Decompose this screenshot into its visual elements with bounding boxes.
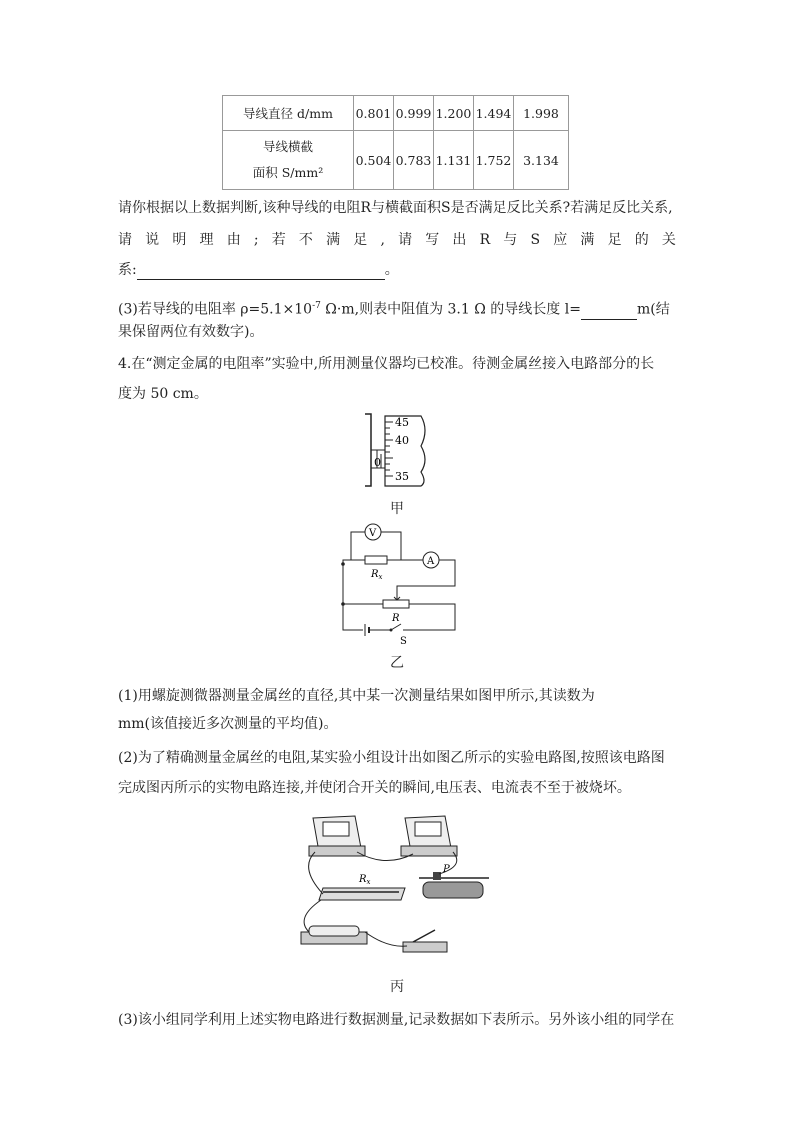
justified-char: 与 bbox=[503, 232, 518, 248]
slider-label: P bbox=[443, 864, 450, 875]
exponent: -7 bbox=[312, 301, 321, 311]
text-fragment: 系: bbox=[118, 262, 137, 278]
justified-char: 出 bbox=[452, 232, 467, 248]
table-cell: 1.494 bbox=[474, 96, 514, 131]
table-cell: 0.999 bbox=[394, 96, 434, 131]
table-row bbox=[223, 131, 569, 190]
battery-cells bbox=[309, 926, 359, 936]
micrometer-figure bbox=[355, 410, 435, 490]
question-text-line: (3)该小组同学利用上述实物电路进行数据测量,记录数据如下表所示。另外该小组的同学在 bbox=[118, 1012, 675, 1028]
question-text-line bbox=[118, 296, 678, 320]
answer-blank bbox=[581, 305, 637, 320]
junction-dot bbox=[341, 602, 345, 606]
question-text-line: 果保留两位有效数字)。 bbox=[118, 324, 264, 340]
rheostat-coil bbox=[423, 882, 483, 898]
resistor-rx-symbol bbox=[365, 556, 387, 564]
switch-lever bbox=[413, 930, 435, 942]
justified-char: 关 bbox=[661, 232, 676, 248]
question-text-line bbox=[118, 260, 678, 280]
micrometer-frame bbox=[365, 414, 371, 486]
table-header-diameter: 导线直径 d/mm bbox=[223, 96, 354, 131]
text-fragment: (3)若导线的电阻率 ρ=5.1×10 bbox=[118, 301, 313, 318]
justified-char: 不 bbox=[298, 232, 313, 248]
question-text-line: 度为 50 cm。 bbox=[118, 386, 208, 402]
circuit-diagram bbox=[335, 520, 465, 650]
ammeter-label: A bbox=[427, 556, 435, 567]
justified-char: 请 bbox=[398, 232, 413, 248]
meter-base bbox=[401, 846, 457, 856]
justified-char: 请 bbox=[118, 232, 132, 248]
voltmeter-label: V bbox=[369, 528, 377, 539]
table-header-area-line1: 导线横截 bbox=[262, 139, 313, 154]
justified-char: 足 bbox=[607, 232, 622, 248]
table-cell: 3.134 bbox=[514, 131, 569, 190]
rx-label bbox=[358, 874, 371, 886]
wire bbox=[309, 852, 323, 894]
justified-char: 的 bbox=[634, 232, 649, 248]
figure-caption-yi: 乙 bbox=[390, 655, 404, 671]
micrometer-tick-label: 40 bbox=[395, 434, 409, 447]
justified-char: 明 bbox=[172, 232, 187, 248]
question-text-line: 4.在“测定金属的电阻率”实验中,所用测量仪器均已校准。待测金属丝接入电路部分的长 bbox=[118, 356, 655, 372]
justified-char: ; bbox=[253, 232, 259, 248]
junction-dot bbox=[341, 562, 345, 566]
answer-blank bbox=[137, 265, 385, 280]
switch-base bbox=[403, 942, 447, 952]
table-cell: 1.131 bbox=[434, 131, 474, 190]
wire bbox=[351, 532, 365, 560]
rheostat-symbol bbox=[383, 600, 409, 608]
question-text-line: 完成图丙所示的实物电路连接,并使闭合开关的瞬间,电压表、电流表不至于被烧坏。 bbox=[118, 780, 631, 796]
wire bbox=[365, 932, 407, 946]
justified-char: 足 bbox=[353, 232, 368, 248]
physical-circuit-figure bbox=[295, 808, 505, 958]
table-header-area bbox=[223, 131, 354, 190]
switch-contact bbox=[390, 629, 393, 632]
figure-caption-bing: 丙 bbox=[390, 979, 404, 995]
wire bbox=[343, 560, 365, 564]
table-cell: 0.783 bbox=[394, 131, 434, 190]
justified-char: 说 bbox=[145, 232, 160, 248]
wire bbox=[343, 564, 363, 630]
switch-symbol bbox=[391, 624, 401, 630]
wire bbox=[397, 560, 455, 596]
justified-char: 满 bbox=[580, 232, 595, 248]
rx-label-main: R bbox=[371, 569, 379, 580]
text-fragment: Ω·m,则表中阻值为 3.1 Ω 的导线长度 l= bbox=[320, 301, 581, 318]
justified-char: 满 bbox=[326, 232, 341, 248]
justified-char: R bbox=[479, 232, 491, 248]
question-text-line: (1)用螺旋测微器测量金属丝的直径,其中某一次测量结果如图甲所示,其读数为 bbox=[118, 688, 595, 704]
rheostat-slider bbox=[433, 872, 441, 880]
rheostat-label: R bbox=[392, 613, 400, 624]
rx-label bbox=[370, 569, 383, 581]
meter-dial bbox=[415, 822, 441, 836]
micrometer-zero-label: 0 bbox=[374, 456, 381, 469]
question-text-line: 请你根据以上数据判断,该种导线的电阻R与横截面积S是否满足反比关系?若满足反比关系, bbox=[118, 200, 673, 216]
wire-data-table bbox=[222, 95, 569, 190]
rx-board bbox=[319, 888, 405, 900]
question-text-line-justified bbox=[118, 230, 676, 250]
table-cell: 1.998 bbox=[514, 96, 569, 131]
table-header-area-line2: 面积 S/mm² bbox=[252, 165, 324, 180]
justified-char: 应 bbox=[553, 232, 568, 248]
figure-caption-jia: 甲 bbox=[390, 501, 404, 517]
justified-char: , bbox=[380, 232, 385, 248]
table-cell: 0.801 bbox=[354, 96, 394, 131]
wire bbox=[403, 604, 455, 630]
question-text-line: mm(该值接近多次测量的平均值)。 bbox=[118, 716, 338, 732]
text-fragment: 。 bbox=[384, 262, 399, 278]
table-cell: 0.504 bbox=[354, 131, 394, 190]
text-fragment: m(结 bbox=[636, 301, 670, 318]
switch-label: S bbox=[400, 636, 407, 647]
justified-char: 理 bbox=[199, 232, 214, 248]
table-cell: 1.752 bbox=[474, 131, 514, 190]
meter-dial bbox=[323, 822, 349, 836]
justified-char: S bbox=[530, 232, 541, 248]
meter-base bbox=[309, 846, 365, 856]
justified-char: 写 bbox=[425, 232, 440, 248]
rx-label-sub: x bbox=[366, 878, 371, 886]
rx-label-sub: x bbox=[378, 573, 383, 581]
rx-label-main: R bbox=[359, 874, 367, 885]
micrometer-tick-label: 35 bbox=[395, 470, 409, 483]
micrometer-tick-label: 45 bbox=[395, 416, 409, 429]
table-cell: 1.200 bbox=[434, 96, 474, 131]
table-row bbox=[223, 96, 569, 131]
question-text-line: (2)为了精确测量金属丝的电阻,某实验小组设计出如图乙所示的实验电路图,按照该电路图 bbox=[118, 750, 665, 766]
justified-char: 由 bbox=[226, 232, 241, 248]
justified-char: 若 bbox=[271, 232, 286, 248]
slider-arrow bbox=[394, 596, 400, 600]
